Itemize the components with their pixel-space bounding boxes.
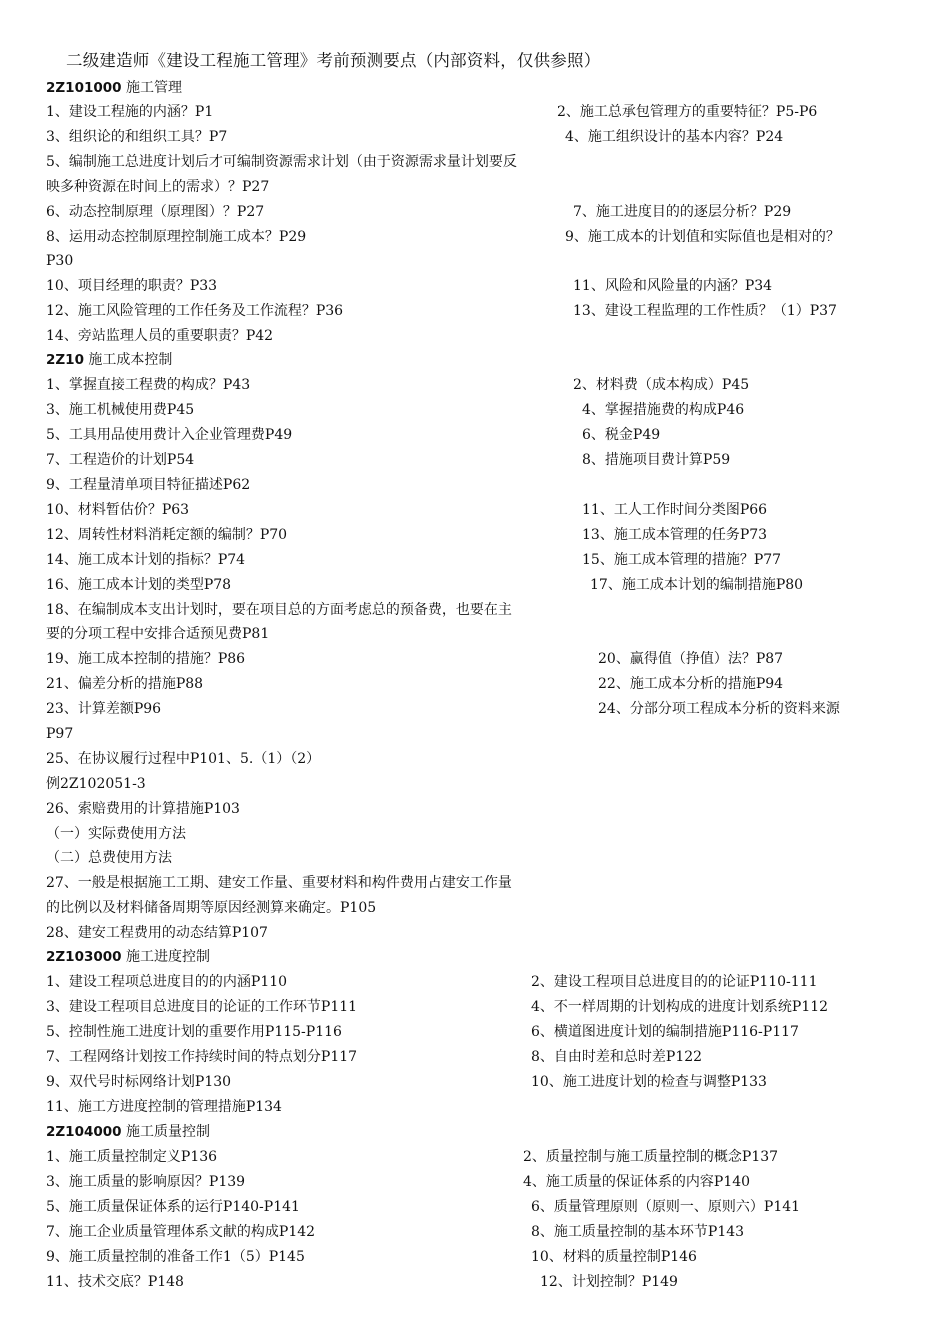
- item-right: 13、建设工程监理的工作性质？（1）P37: [573, 303, 837, 319]
- item-row: [46, 1222, 745, 1242]
- item-row: [46, 400, 745, 420]
- item-row: [46, 177, 269, 197]
- section-code: 2Z10: [46, 352, 84, 368]
- item-left: 9、施工质量控制的准备工作1（5）P145: [46, 1249, 305, 1265]
- item-left: 10、材料暂估价？P63: [46, 502, 190, 518]
- item-row: [46, 152, 517, 172]
- item-right: 6、横道图进度计划的编制措施P116-P117: [531, 1024, 799, 1040]
- item-right: 6、税金P49: [582, 427, 661, 443]
- item-row: [46, 550, 782, 570]
- item-left: 7、施工企业质量管理体系文献的构成P142: [46, 1224, 316, 1240]
- item-left: 14、施工成本计划的指标？P74: [46, 552, 246, 568]
- item-row: [46, 202, 792, 222]
- item-row: [46, 997, 829, 1017]
- item-left: 19、施工成本控制的措施？P86: [46, 651, 246, 667]
- item-right: 7、施工进度目的的逐层分析？P29: [573, 204, 792, 220]
- section-name: 施工进度控制: [126, 949, 210, 965]
- section-code: 2Z101000: [46, 80, 122, 96]
- item-right: 2、施工总承包管理方的重要特征？P5-P6: [557, 104, 818, 120]
- item-row: [46, 1047, 703, 1067]
- item-left: 9、工程量清单项目特征描述P62: [46, 477, 251, 493]
- item-left: 5、控制性施工进度计划的重要作用P115-P116: [46, 1024, 342, 1040]
- section-name: 施工成本控制: [88, 352, 173, 368]
- item-left: 18、在编制成本支出计划时，要在项目总的方面考虑总的预备费，也要在主: [46, 602, 512, 618]
- item-row: [46, 375, 750, 395]
- item-row: [46, 525, 768, 545]
- item-left: 11、技术交底？P148: [46, 1274, 184, 1290]
- item-row: [46, 824, 186, 844]
- item-left: 5、工具用品使用费计入企业管理费P49: [46, 427, 293, 443]
- item-row: [46, 575, 804, 595]
- item-row: [46, 127, 784, 147]
- item-left: 要的分项工程中安排合适预见费P81: [46, 626, 270, 642]
- item-right: 2、材料费（成本构成）P45: [573, 377, 750, 393]
- item-right: 8、自由时差和总时差P122: [531, 1049, 703, 1065]
- item-left: 1、建设工程施的内涵？P1: [46, 104, 214, 120]
- item-right: 6、质量管理原则（原则一、原则六）P141: [531, 1199, 801, 1215]
- item-right: 13、施工成本管理的任务P73: [582, 527, 768, 543]
- item-left: 5、施工质量保证体系的运行P140-P141: [46, 1199, 300, 1215]
- item-row: [46, 898, 376, 918]
- item-row: [46, 425, 661, 445]
- item-row: [46, 600, 512, 620]
- item-left: 1、建设工程项总进度目的的内涵P110: [46, 974, 288, 990]
- item-left: 3、建设工程项目总进度目的论证的工作环节P111: [46, 999, 358, 1015]
- item-left: 27、一般是根据施工工期、建安工作量、重要材料和构件费用占建安工作量: [46, 875, 512, 891]
- item-row: [46, 475, 250, 495]
- item-left: 的比例以及材料储备周期等原因经测算来确定。P105: [46, 900, 377, 916]
- item-left: 10、项目经理的职责？P33: [46, 278, 218, 294]
- item-right: 4、掌握措施费的构成P46: [582, 402, 745, 418]
- item-row: [46, 749, 320, 769]
- item-left: 3、组织论的和组织工具？P7: [46, 129, 228, 145]
- item-left: 5、编制施工总进度计划后才可编制资源需求计划（由于资源需求量计划要反: [46, 154, 517, 170]
- item-right: 4、不一样周期的计划构成的进度计划系统P112: [531, 999, 829, 1015]
- item-row: [46, 923, 268, 943]
- document-title: 二级建造师《建设工程施工管理》考前预测要点（内部资料，仅供参照）: [66, 51, 601, 70]
- item-row: [46, 1147, 779, 1167]
- item-right: 9、施工成本的计划值和实际值也是相对的？: [565, 229, 840, 245]
- item-left: 7、工程造价的计划P54: [46, 452, 195, 468]
- item-left: 1、施工质量控制定义P136: [46, 1149, 218, 1165]
- item-left: 23、计算差额P96: [46, 701, 162, 717]
- item-row: [46, 276, 773, 296]
- item-row: [46, 1022, 799, 1042]
- item-row: [46, 251, 73, 271]
- item-left: 6、动态控制原理（原理图）？P27: [46, 204, 265, 220]
- item-right: 22、施工成本分析的措施P94: [598, 676, 784, 692]
- item-right: 24、分部分项工程成本分析的资料来源: [598, 701, 840, 717]
- item-right: 17、施工成本计划的编制措施P80: [590, 577, 804, 593]
- item-row: [46, 1172, 751, 1192]
- item-row: [46, 774, 146, 794]
- item-row: [46, 972, 818, 992]
- item-row: [46, 1197, 801, 1217]
- item-right: 10、施工进度计划的检查与调整P133: [531, 1074, 767, 1090]
- item-row: [46, 227, 840, 247]
- item-row: [46, 873, 512, 893]
- item-right: 4、施工质量的保证体系的内容P140: [523, 1174, 751, 1190]
- item-right: 15、施工成本管理的措施？P77: [582, 552, 782, 568]
- section-code: 2Z103000: [46, 949, 122, 965]
- item-right: 8、措施项目费计算P59: [582, 452, 731, 468]
- item-left: 16、施工成本计划的类型P78: [46, 577, 232, 593]
- item-row: [46, 1072, 767, 1092]
- item-left: 12、周转性材料消耗定额的编制？P70: [46, 527, 288, 543]
- item-right: 2、建设工程项目总进度目的的论证P110-111: [531, 974, 818, 990]
- item-row: [46, 649, 784, 669]
- section-heading: [46, 947, 210, 967]
- item-left: 映多种资源在时间上的需求）？P27: [46, 179, 270, 195]
- section-code: 2Z104000: [46, 1124, 122, 1140]
- item-right: 10、材料的质量控制P146: [531, 1249, 697, 1265]
- item-left: 8、运用动态控制原理控制施工成本？P29: [46, 229, 307, 245]
- item-right: 4、施工组织设计的基本内容？P24: [565, 129, 784, 145]
- item-row: [46, 848, 172, 868]
- item-right: 8、施工质量控制的基本环节P143: [531, 1224, 745, 1240]
- item-left: 3、施工机械使用费P45: [46, 402, 195, 418]
- section-heading: [46, 350, 172, 370]
- item-left: 12、施工风险管理的工作任务及工作流程？P36: [46, 303, 344, 319]
- item-row: [46, 674, 784, 694]
- item-left: 11、施工方进度控制的管理措施P134: [46, 1099, 282, 1115]
- section-heading: [46, 78, 182, 98]
- item-row: [46, 301, 837, 321]
- item-left: （一）实际费使用方法: [46, 826, 186, 842]
- item-left: 26、索赔费用的计算措施P103: [46, 801, 240, 817]
- item-left: P97: [46, 726, 74, 742]
- item-left: 14、旁站监理人员的重要职责？P42: [46, 328, 274, 344]
- section-name: 施工质量控制: [126, 1124, 210, 1140]
- item-row: [46, 699, 840, 719]
- item-row: [46, 1272, 678, 1292]
- item-row: [46, 724, 73, 744]
- item-left: 25、在协议履行过程中P101、5.（1）（2）: [46, 751, 321, 767]
- item-left: 1、掌握直接工程费的构成？P43: [46, 377, 251, 393]
- item-left: P30: [46, 253, 74, 269]
- item-row: [46, 102, 818, 122]
- item-right: 11、风险和风险量的内涵？P34: [573, 278, 773, 294]
- item-right: 2、质量控制与施工质量控制的概念P137: [523, 1149, 779, 1165]
- item-left: 例2Z102051-3: [46, 776, 146, 792]
- item-left: 21、偏差分析的措施P88: [46, 676, 204, 692]
- item-left: 9、双代号时标网络计划P130: [46, 1074, 232, 1090]
- item-row: [46, 624, 269, 644]
- item-left: 28、建安工程费用的动态结算P107: [46, 925, 268, 941]
- item-row: [46, 326, 273, 346]
- item-row: [46, 799, 240, 819]
- item-right: 20、赢得值（挣值）法？P87: [598, 651, 784, 667]
- section-heading: [46, 1122, 210, 1142]
- item-row: [46, 1097, 282, 1117]
- item-left: 3、施工质量的影响原因？P139: [46, 1174, 246, 1190]
- item-row: [46, 1247, 697, 1267]
- item-left: 7、工程网络计划按工作持续时间的特点划分P117: [46, 1049, 358, 1065]
- section-name: 施工管理: [126, 80, 182, 96]
- item-left: （二）总费使用方法: [46, 850, 172, 866]
- item-row: [46, 450, 731, 470]
- item-row: [46, 500, 768, 520]
- item-right: 12、计划控制？P149: [540, 1274, 678, 1290]
- item-right: 11、工人工作时间分类图P66: [582, 502, 768, 518]
